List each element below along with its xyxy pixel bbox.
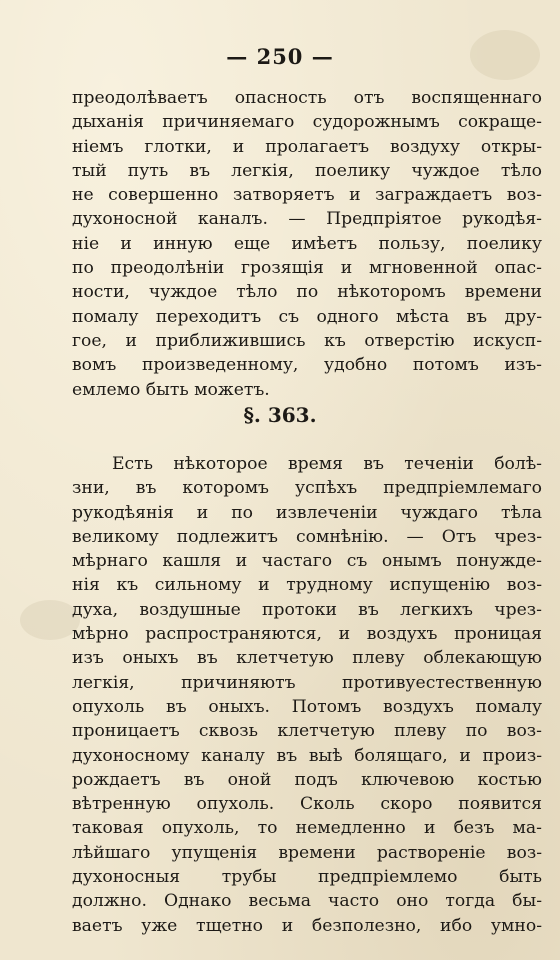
- text-line: рождаетъ въ оной подъ ключевою костью: [72, 769, 542, 790]
- text-line: духоносному каналу въ выѣ болящаго, и произ-: [72, 745, 542, 766]
- paragraph-section-363: [72, 452, 542, 938]
- text-line: мѣрно распространяются, и воздухъ проницая: [72, 624, 542, 645]
- text-line: Есть нѣкоторое время въ теченіи болѣ-: [112, 454, 542, 474]
- text-line: изъ оныхъ въ клетчетую плеву облекающую: [72, 648, 542, 669]
- text-line: ваетъ уже тщетно и безполезно, ибо умно-: [72, 915, 542, 936]
- text-line: великому подлежитъ сомнѣнію. — Отъ чрез-: [72, 526, 542, 547]
- paragraph-continued: [72, 86, 542, 402]
- section-heading: §. 363.: [243, 403, 317, 427]
- text-line: мѣрнаго кашля и частаго съ онымъ понужде-: [72, 551, 542, 572]
- text-line: таковая опухоль, то немедленно и безъ ма-: [72, 818, 542, 839]
- text-line: нія къ сильному и трудному испущенію воз-: [72, 575, 542, 596]
- paper-stain: [20, 600, 80, 640]
- text-line: рукодѣянія и по извлеченіи чуждаго тѣла: [72, 502, 542, 523]
- text-line: по преодолѣніи грозящія и мгновенной опас-: [72, 258, 542, 279]
- text-line: ніемъ глотки, и пролагаетъ воздуху откры-: [72, 136, 542, 157]
- text-line: духоносной каналъ. — Предпріятое рукодѣя-: [72, 209, 542, 230]
- text-line: преодолѣваетъ опасность отъ воспященнаго: [72, 88, 542, 108]
- page-number: — 250 —: [226, 44, 334, 69]
- text-line: гое, и приближившись къ отверстію искусп-: [72, 330, 542, 351]
- text-line: ніе и инную еще имѣетъ пользу, поелику: [72, 233, 542, 254]
- text-line: духа, воздушные протоки въ легкихъ чрез-: [72, 599, 542, 620]
- text-line: должно. Однако весьма часто оно тогда бы-: [72, 891, 542, 912]
- text-line: вѣтренную опухоль. Сколь скоро появится: [72, 794, 542, 815]
- text-line: духоносныя трубы предпріемлемо быть: [72, 867, 542, 888]
- text-line: легкія, причиняютъ противуестественную: [72, 672, 542, 693]
- text-line: дыханія причиняемаго судорожнымъ сокраще-: [72, 112, 542, 133]
- text-line: лѣйшаго упущенія времени раствореніе воз-: [72, 842, 542, 863]
- text-line: ности, чуждое тѣло по нѣкоторомъ времени: [72, 282, 542, 303]
- text-line: не совершенно затворяетъ и заграждаетъ воз-: [72, 185, 542, 206]
- text-line: проницаетъ сквозь клетчетую плеву по воз-: [72, 721, 542, 742]
- text-line: помалу переходитъ съ одного мѣста въ дру-: [72, 306, 542, 327]
- text-line: тый путь въ легкія, поелику чуждое тѣло: [72, 160, 542, 181]
- text-line: вомъ произведенному, удобно потомъ изъ-: [72, 355, 542, 376]
- text-line: опухоль въ оныхъ. Потомъ воздухъ помалу: [72, 696, 542, 717]
- text-line: емлемо быть можетъ.: [72, 379, 270, 400]
- text-line: зни, въ которомъ успѣхъ предпріемлемаго: [72, 478, 542, 499]
